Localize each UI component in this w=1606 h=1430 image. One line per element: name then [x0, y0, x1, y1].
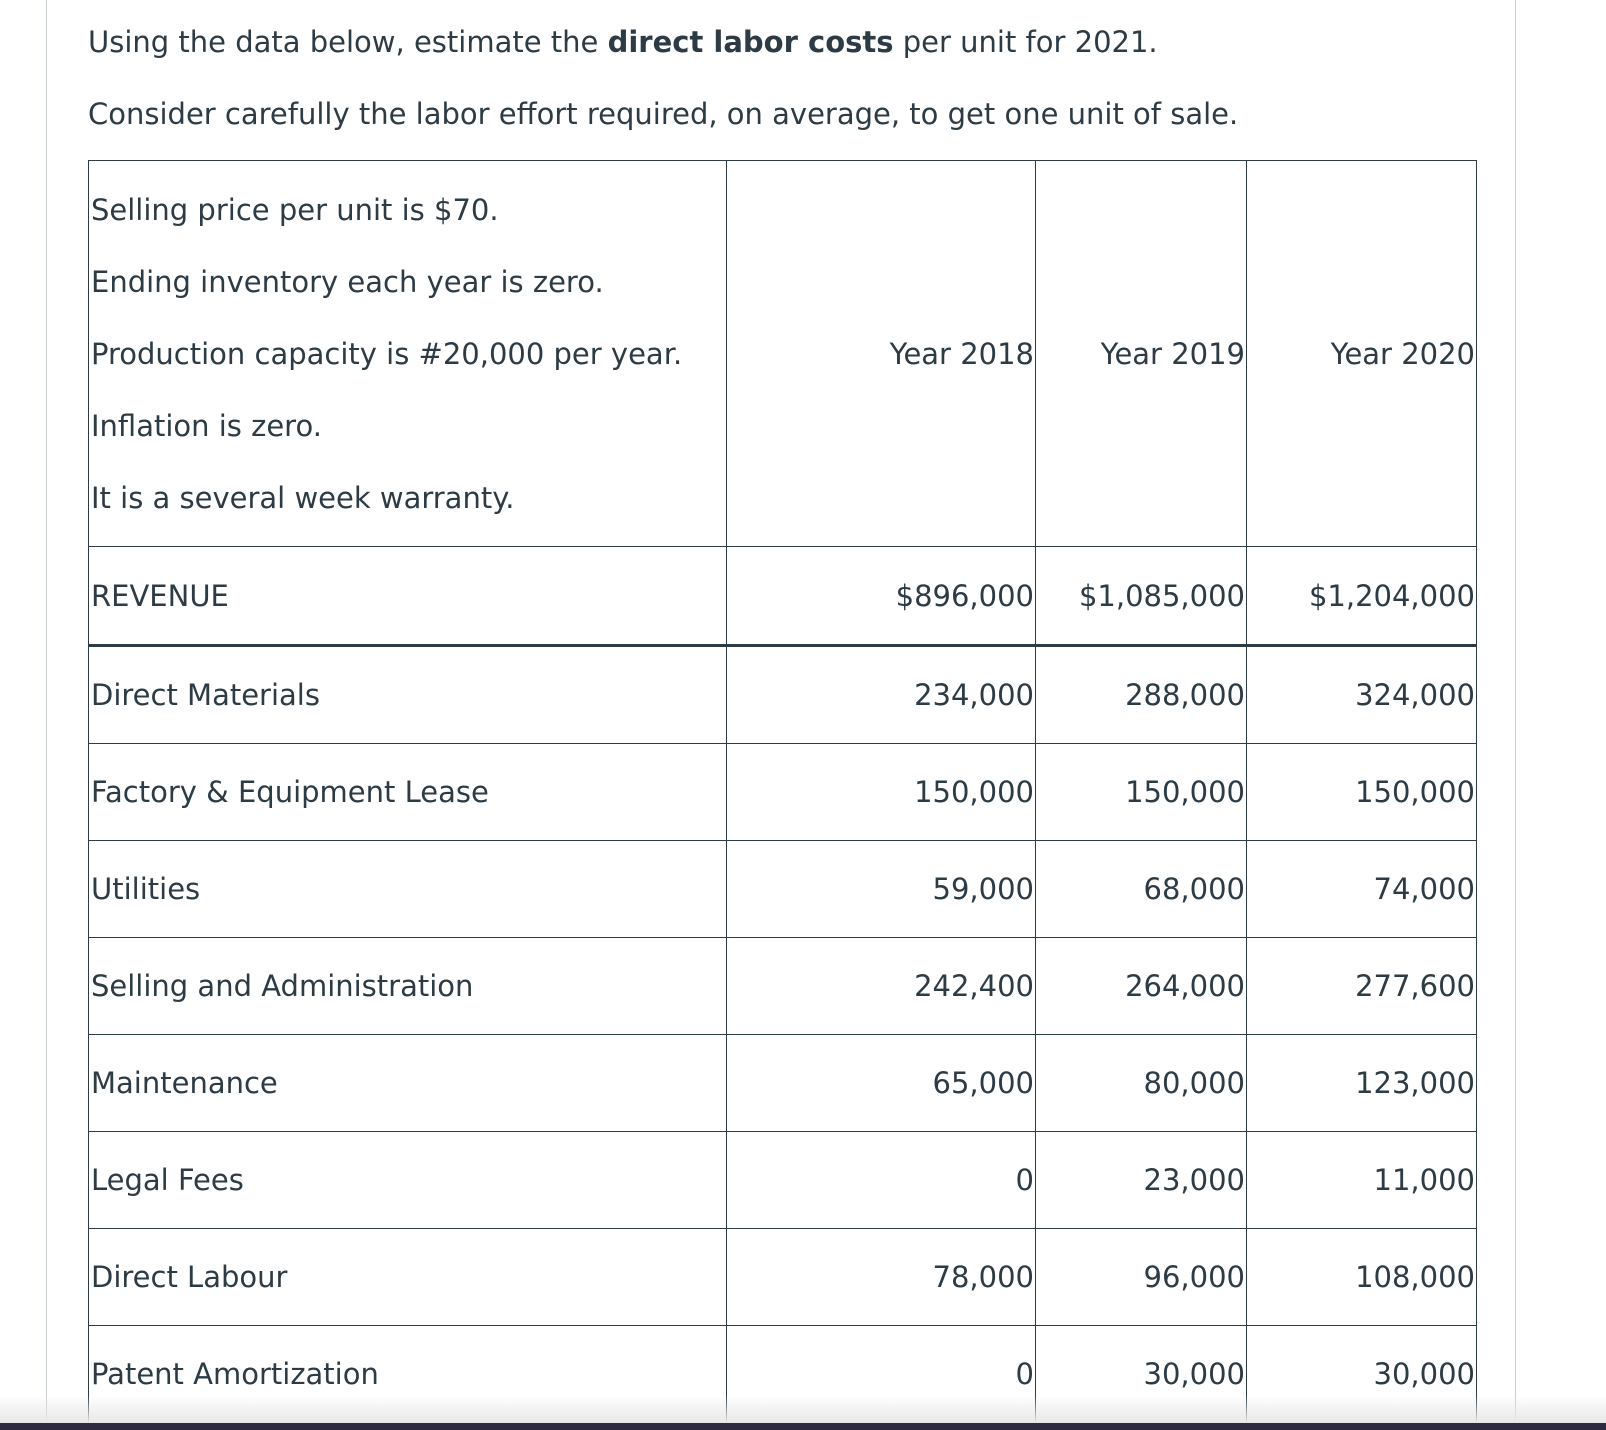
cell-2019: 288,000 [1036, 646, 1247, 744]
cell-2019: 96,000 [1036, 1229, 1247, 1326]
row-label: Selling and Administration [89, 938, 727, 1035]
cell-2020: 74,000 [1247, 841, 1477, 938]
year-header-2018: Year 2018 [727, 161, 1036, 547]
revenue-2018: $896,000 [727, 547, 1036, 646]
note-warranty: It is a several week warranty. [91, 480, 515, 515]
cell-2018: 65,000 [727, 1035, 1036, 1132]
cell-2020: 123,000 [1247, 1035, 1477, 1132]
cell-2020: 108,000 [1247, 1229, 1477, 1326]
cell-2018: 242,400 [727, 938, 1036, 1035]
cell-2019: 150,000 [1036, 744, 1247, 841]
revenue-row [89, 547, 1477, 646]
table-row [89, 1229, 1477, 1326]
question-line-2: Consider carefully the labor effort required, on average, to get one unit of sale. [88, 97, 1239, 131]
cell-2019: 80,000 [1036, 1035, 1247, 1132]
cell-2019: 30,000 [1036, 1326, 1247, 1423]
cell-2020: 11,000 [1247, 1132, 1477, 1229]
row-label: Legal Fees [89, 1132, 727, 1229]
question-line-1-start: Using the data below, estimate the [88, 25, 608, 59]
question-emphasis: direct labor costs [607, 25, 894, 59]
table-header-row [89, 161, 1477, 547]
content-frame-left-border [46, 0, 47, 1430]
year-header-2020: Year 2020 [1247, 161, 1477, 547]
cell-2020: 277,600 [1247, 938, 1477, 1035]
table-row [89, 938, 1477, 1035]
cell-2018: 59,000 [727, 841, 1036, 938]
row-label: Direct Labour [89, 1229, 727, 1326]
cell-2018: 0 [727, 1326, 1036, 1423]
question-line-1-end: per unit for 2021. [893, 25, 1158, 59]
row-label: Maintenance [89, 1035, 727, 1132]
table-row [89, 1035, 1477, 1132]
cell-2019: 23,000 [1036, 1132, 1247, 1229]
cell-2019: 264,000 [1036, 938, 1247, 1035]
table-row [89, 744, 1477, 841]
assumptions-cell [89, 161, 727, 547]
content-frame-right-border [1515, 0, 1516, 1430]
cell-2020: 324,000 [1247, 646, 1477, 744]
row-label: Factory & Equipment Lease [89, 744, 727, 841]
cell-2020: 30,000 [1247, 1326, 1477, 1423]
row-label: Patent Amortization [89, 1326, 727, 1423]
table-row [89, 841, 1477, 938]
revenue-2020: $1,204,000 [1247, 547, 1477, 646]
year-header-2019: Year 2019 [1036, 161, 1247, 547]
note-production-capacity: Production capacity is #20,000 per year. [91, 336, 683, 371]
cell-2018: 234,000 [727, 646, 1036, 744]
cell-2019: 68,000 [1036, 841, 1247, 938]
note-inflation: Inflation is zero. [91, 408, 322, 443]
cost-data-table [88, 160, 1477, 1422]
cell-2018: 0 [727, 1132, 1036, 1229]
row-label: Direct Materials [89, 646, 727, 744]
table-row [89, 646, 1477, 744]
cell-2020: 150,000 [1247, 744, 1477, 841]
cell-2018: 78,000 [727, 1229, 1036, 1326]
revenue-2019: $1,085,000 [1036, 547, 1247, 646]
scroll-fade [0, 1395, 1606, 1423]
table-row [89, 1132, 1477, 1229]
note-ending-inventory: Ending inventory each year is zero. [91, 264, 604, 299]
note-selling-price: Selling price per unit is $70. [91, 192, 499, 227]
question-line-1 [88, 24, 1158, 60]
cell-2018: 150,000 [727, 744, 1036, 841]
row-label: Utilities [89, 841, 727, 938]
bottom-edge-bar [0, 1423, 1606, 1430]
revenue-label: REVENUE [89, 547, 727, 646]
